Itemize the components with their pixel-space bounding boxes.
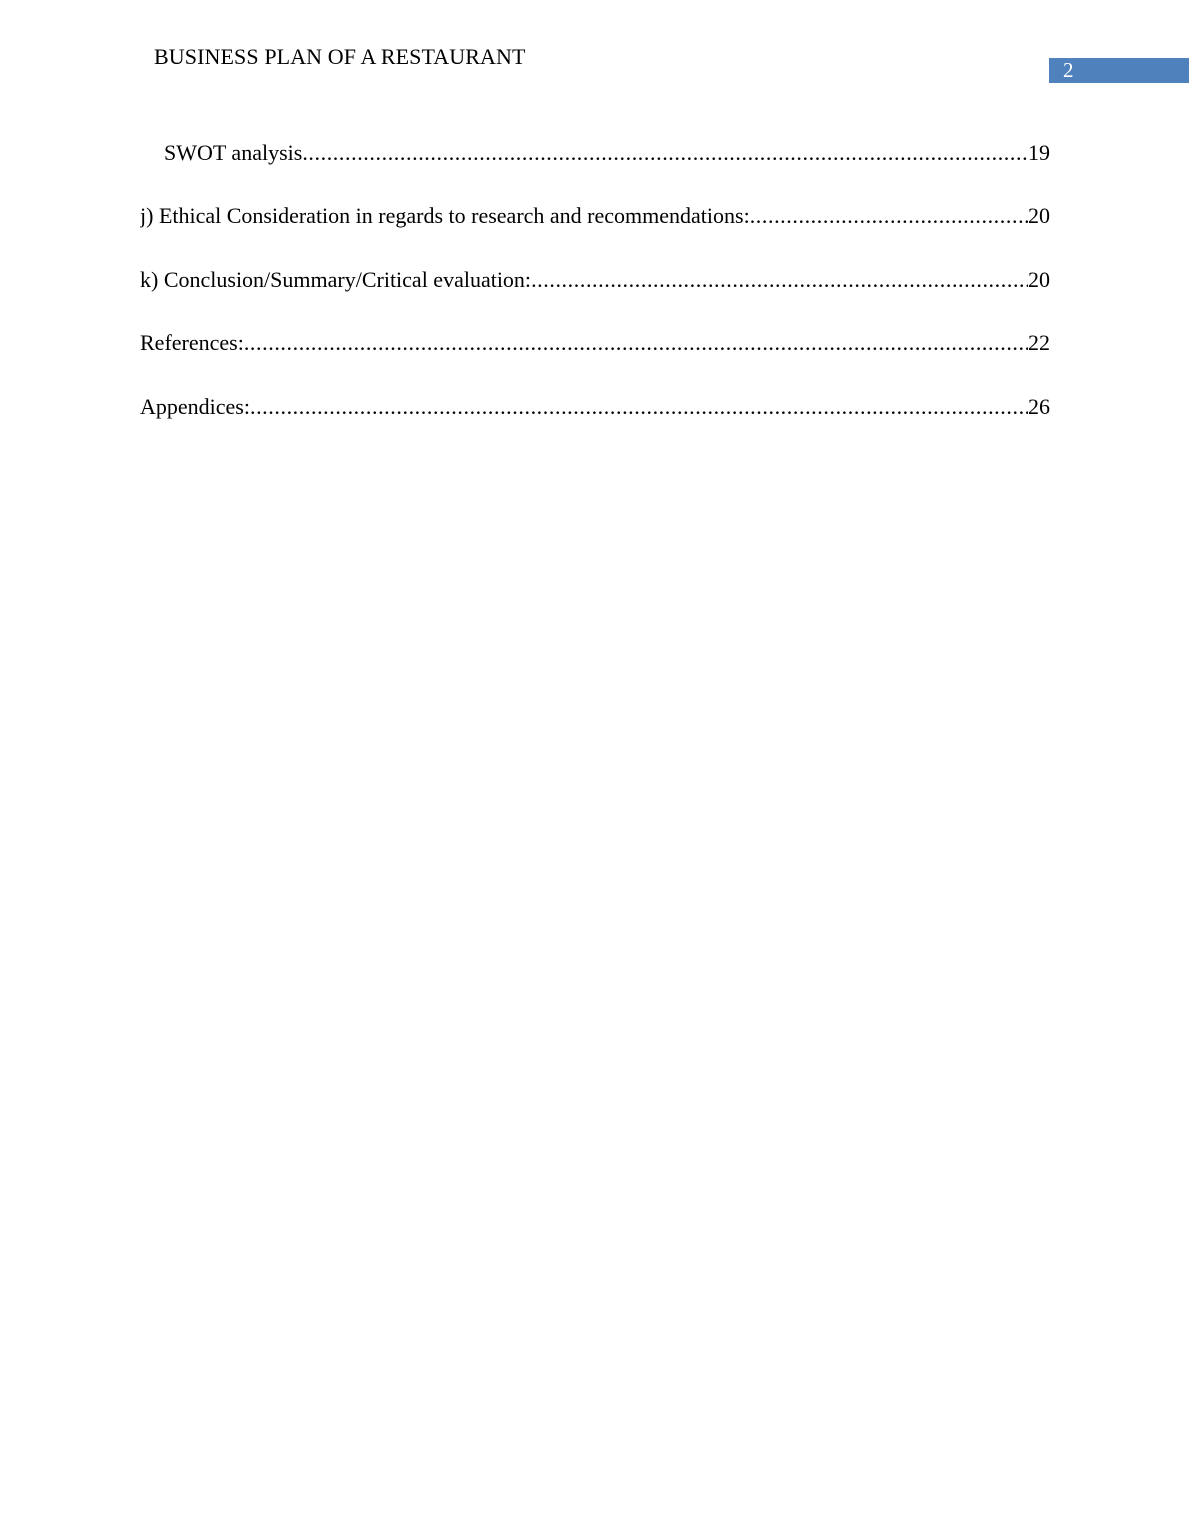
table-of-contents [140,139,1050,456]
toc-entry-label: Appendices: [140,393,250,419]
toc-entry-label: SWOT analysis [164,140,303,165]
toc-dot-leader [250,393,1028,421]
toc-dot-leader [244,329,1028,357]
toc-dot-leader [750,202,1028,230]
page-number: 2 [1063,58,1074,82]
toc-entry-ethical-consideration[interactable] [140,202,1050,230]
toc-entry-page: 19 [1028,140,1050,165]
toc-entry-page: 26 [1028,393,1050,419]
toc-entry-appendices[interactable] [140,393,1050,421]
toc-entry-conclusion[interactable] [140,266,1050,294]
toc-entry-page: 22 [1028,330,1050,356]
toc-entry-page: 20 [1028,266,1050,292]
toc-dot-leader [531,266,1028,294]
toc-entry-label: References: [140,330,244,356]
toc-entry-swot-analysis[interactable] [140,139,1050,167]
toc-entry-references[interactable] [140,329,1050,357]
toc-entry-label: k) Conclusion/Summary/Critical evaluation: [140,266,532,292]
page-number-badge [1049,58,1189,83]
toc-dot-leader [302,139,1028,167]
toc-entry-label: j) Ethical Consideration in regards to research and recommendations: [140,203,750,229]
toc-entry-page: 20 [1028,203,1050,229]
running-header-title: BUSINESS PLAN OF A RESTAURANT [154,44,526,69]
